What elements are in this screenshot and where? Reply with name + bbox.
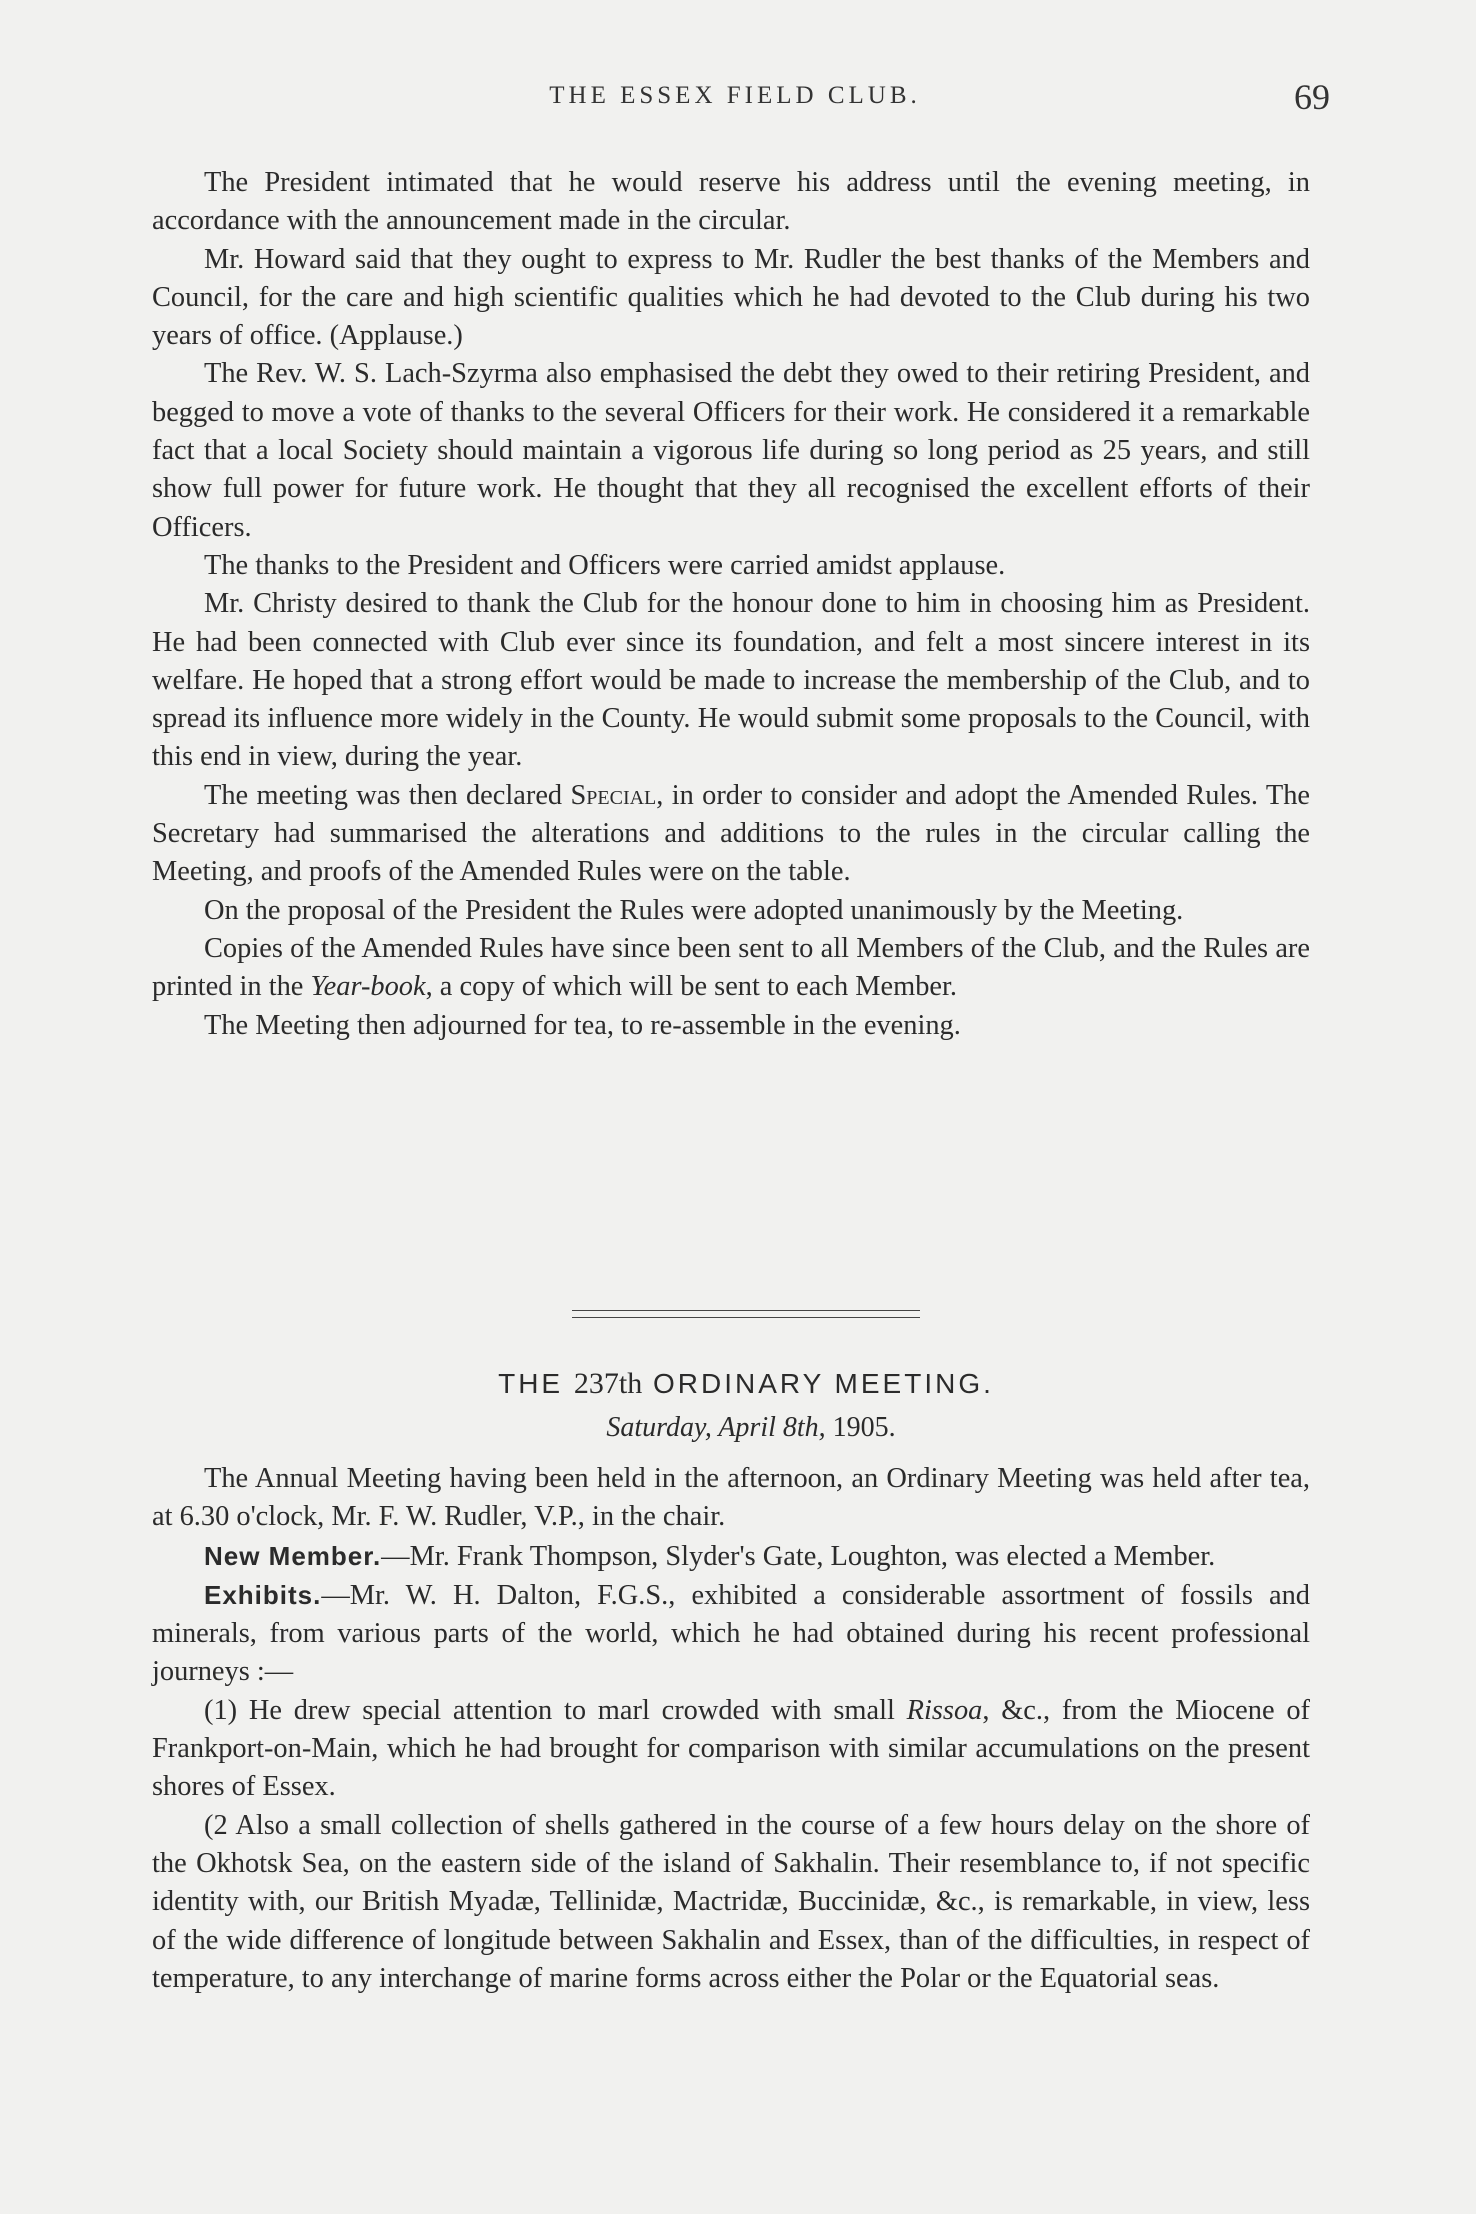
paragraph-text: The meeting was then declared <box>204 779 571 811</box>
paragraph: (2 Also a small collection of shells gathered in the course of a few hours delay on the shore of the Okhotsk Sea, on the eastern side of the island of Sakhalin. Their resemblance to, if not specific identity with, our British Myadæ, Tellinidæ, Mactridæ, Buccinidæ, &c., is remarkable, in view, less of the wide difference of longitude between Sakhalin and Essex, than of the difficulties, in respect of temperature, to any interchange of marine forms across either the Polar or the Equatorial seas. <box>152 1809 1310 1994</box>
meeting-title-prefix: THE <box>498 1368 564 1399</box>
genus-name: Rissoa <box>906 1694 983 1726</box>
paragraph-text: , in order to consider and adopt the Amended Rules. The Secretary had summarised the alterations and additions to the rules in the circular calling the Meeting, and proofs of the Amended Rules were on the table. <box>152 779 1310 888</box>
paragraph <box>152 1576 1310 1692</box>
new-member-heading: New Member. <box>204 1540 382 1571</box>
paragraph-text: Copies of the Amended Rules have since been sent to all Members of the Club, and the Rules are printed in the <box>152 932 1310 1003</box>
paragraph <box>152 1537 1310 1576</box>
paragraph <box>152 777 1310 892</box>
meeting-date <box>152 1406 1310 1450</box>
paragraph: The President intimated that he would reserve his address until the evening meeting, in accordance with the announcement made in the circular. <box>152 167 1310 237</box>
paragraph-text: —Mr. Frank Thompson, Slyder's Gate, Loughton, was elected a Member. <box>381 1540 1216 1572</box>
meeting-date-year: 1905. <box>832 1412 896 1443</box>
meeting-number: 237th <box>573 1367 643 1400</box>
section-divider <box>572 1310 920 1318</box>
paragraph: The Annual Meeting having been held in the afternoon, an Ordinary Meeting was held after tea, at 6.30 o'clock, Mr. F. W. Rudler, V.P., in the chair. <box>152 1463 1310 1533</box>
paragraph-text: , &c., from the Miocene of Frankport-on-Main, which he had brought for comparison with similar accumulations on the present shores of Essex. <box>152 1694 1310 1803</box>
body-text <box>152 164 1310 1045</box>
yearbook-title: Year-book <box>310 971 426 1003</box>
paragraph: Mr. Howard said that they ought to express to Mr. Rudler the best thanks of the Members and Council, for the care and high scientific qualities which he had devoted to the Club during his two years of office. (Applause.) <box>152 243 1310 352</box>
meeting-title-suffix: ORDINARY MEETING. <box>653 1368 994 1399</box>
paragraph: The thanks to the President and Officers were carried amidst applause. <box>204 549 1006 581</box>
paragraph <box>152 1692 1310 1807</box>
meeting-section <box>152 1362 1310 1998</box>
paragraph <box>152 930 1310 1007</box>
paragraph-text: —Mr. W. H. Dalton, F.G.S., exhibited a considerable assortment of fossils and minerals, from various parts of the world, which he had obtained during his recent professional journeys :— <box>152 1579 1310 1688</box>
meeting-body <box>152 1460 1310 1998</box>
paragraph: On the proposal of the President the Rules were adopted unanimously by the Meeting. <box>204 894 1184 926</box>
paragraph: Mr. Christy desired to thank the Club for the honour done to him in choosing him as President. He had been connected with Club ever since its foundation, and felt a most sincere interest in its welfare. He hoped that a strong effort would be made to increase the membership of the Club, and to spread its influence more widely in the County. He would submit some proposals to the Council, with this end in view, during the year. <box>152 588 1310 773</box>
meeting-date-day: Saturday, April 8th, <box>606 1412 826 1443</box>
running-title: THE ESSEX FIELD CLUB. <box>549 82 921 109</box>
exhibits-heading: Exhibits. <box>204 1579 322 1610</box>
meeting-title <box>152 1362 1310 1406</box>
running-header <box>150 77 1330 122</box>
paragraph-text: , a copy of which will be sent to each Member. <box>425 971 957 1003</box>
special-term: Special <box>570 779 657 811</box>
paragraph: The Rev. W. S. Lach-Szyrma also emphasised the debt they owed to their retiring President, and begged to move a vote of thanks to the several Officers for their work. He considered it a remarkable fact that a local Society should maintain a vigorous life during so long period as 25 years, and still show full power for future work. He thought that they all recognised the excellent efforts of their Officers. <box>152 358 1310 543</box>
paragraph: The Meeting then adjourned for tea, to re-assemble in the evening. <box>204 1009 961 1041</box>
page-number: 69 <box>1294 77 1330 117</box>
paragraph-text: (1) He drew special attention to marl crowded with small <box>204 1694 907 1726</box>
